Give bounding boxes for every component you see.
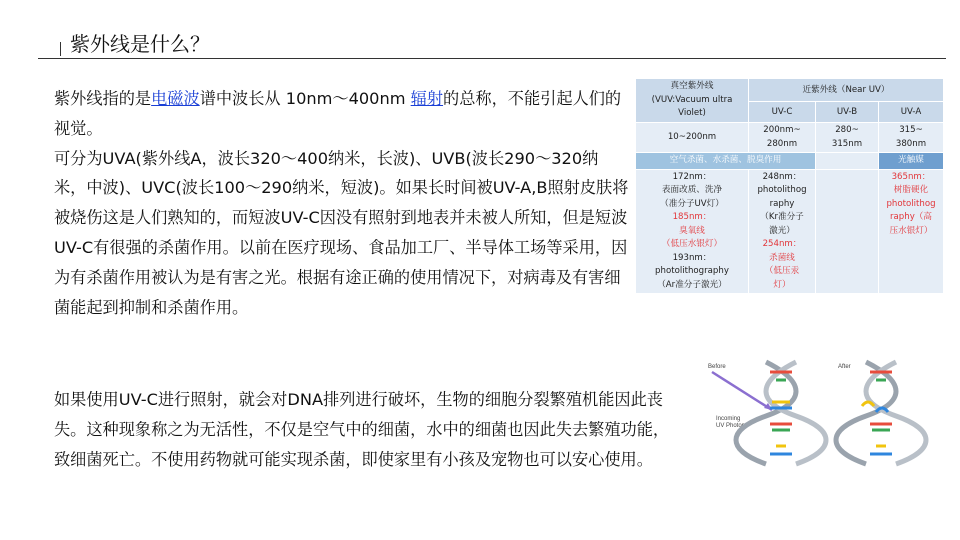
uvc-detail-line: 杀菌线: [769, 252, 795, 263]
uva-use: 光触媒: [879, 153, 944, 170]
uvc-header: UV-C: [749, 102, 816, 123]
vuv-detail-line: photolithography: [655, 266, 729, 276]
dna-before-helix: [736, 362, 826, 464]
vuv-detail-line: 185nm：: [672, 212, 712, 222]
title-marker: [60, 42, 61, 56]
uva-detail-line: raphy（高: [890, 212, 932, 222]
intro-text-3: 的总称，不能引起人们的视觉。: [54, 89, 622, 138]
link-electromagnetic-wave[interactable]: 电磁波: [151, 89, 200, 108]
near-uv-header: 近紫外线（Near UV）: [749, 79, 944, 102]
link-radiation[interactable]: 辐射: [410, 89, 444, 108]
vuv-detail-line: 臭氧线: [679, 225, 705, 236]
uva-detail-line: 压水银灯）: [889, 225, 933, 236]
uva-header: UV-A: [879, 102, 944, 123]
uvc-detail-line: 248nm：: [762, 171, 802, 182]
intro-text-1: 紫外线指的是: [54, 89, 152, 108]
uva-detail-line: 365nm：: [891, 171, 931, 182]
vuv-range: 10~200nm: [636, 123, 749, 153]
uvc-range-line: 200nm~: [763, 125, 801, 135]
use-row: 空气杀菌、水杀菌、脱臭作用: [636, 153, 816, 170]
uv-classification-table: [635, 78, 944, 294]
vuv-detail-line: （Ar准分子激光）: [657, 279, 727, 290]
uvc-detail: [749, 169, 816, 294]
uvc-detail-line: photolithog: [757, 185, 807, 195]
vuv-header-cell: [636, 79, 749, 123]
uvc-range: [749, 123, 816, 153]
uvb-range-line: 280~: [835, 125, 859, 135]
dna-after-helix: [836, 362, 926, 464]
uvc-detail-line: （Kr准分子: [760, 212, 804, 222]
uva-range-line: 315~: [899, 125, 923, 135]
uva-detail-line: photolithog: [886, 198, 936, 209]
body-text: [54, 84, 629, 322]
vuv-detail-line: （低压水银灯）: [661, 239, 723, 249]
uvb-detail: [816, 169, 879, 294]
classification-paragraph: 可分为UVA(紫外线A，波长320～400纳米，长波)、UVB(波长290～320纳米，中波)、UVC(波长100～290纳米，短波)。如果长时间被UV-A,B照射皮肤将被烧伤这是人们熟知的，而短波UV-C因没有照射到地表并未被人所知，但是短波UV-C有很强的杀菌作用。以前在医疗现场、食品加工厂、半导体工场等采用，因为有杀菌作用被认为是有害之光。根据有途正确的使用情况下，对病毒及有害细菌能起到抑制和杀菌作用。: [54, 148, 629, 317]
vuv-header-line: (VUV:Vacuum ultra: [651, 94, 733, 105]
uvc-detail-line: （低压汞: [764, 266, 800, 276]
vuv-header-line: Violet): [678, 108, 706, 118]
uva-detail-line: 树脂硬化: [893, 185, 929, 195]
title-bar: [38, 30, 946, 59]
uvc-detail-line: 254nm：: [762, 239, 802, 249]
dna-paragraph: 如果使用UV-C进行照射，就会对DNA排列进行破坏，生物的细胞分裂繁殖机能因此丧失。这种现象称之为无活性，不仅是空气中的细菌，水中的细菌也因此失去繁殖功能，致细菌死亡。不使用药物就可能实现杀菌，即使家里有小孩及宠物也可以安心使用。: [54, 390, 670, 469]
vuv-detail-line: 表面改质、洗净: [661, 185, 723, 195]
before-label: Before: [708, 364, 726, 370]
after-label: After: [838, 364, 851, 370]
page-title: 紫外线是什么？: [70, 32, 210, 56]
intro-paragraph: [54, 84, 629, 144]
uvc-range-line: 280nm: [766, 138, 798, 149]
vuv-detail: [636, 169, 749, 294]
uvb-range: [816, 123, 879, 153]
vuv-header-line: 真空紫外线: [670, 81, 714, 91]
uvc-detail-line: 灯）: [773, 279, 791, 290]
photon-label-line2: UV Photon: [716, 423, 746, 429]
uva-range-line: 380nm: [895, 138, 927, 149]
dna-damage-illustration: [700, 358, 946, 468]
uva-detail: [879, 169, 944, 294]
vuv-detail-line: 172nm：: [672, 171, 712, 182]
uvc-detail-line: raphy: [769, 198, 795, 209]
vuv-detail-line: 193nm：: [672, 252, 712, 263]
uvb-use: [816, 153, 879, 170]
uvb-header: UV-B: [816, 102, 879, 123]
vuv-detail-line: （准分子UV灯）: [660, 198, 724, 209]
uvc-detail-line: 激光）: [769, 225, 795, 236]
uva-range: [879, 123, 944, 153]
photon-label-line1: Incoming: [716, 416, 741, 422]
uvb-range-line: 315nm: [831, 138, 863, 149]
uv-photon-arrow: [712, 372, 772, 410]
intro-text-2: 谱中波长从 10nm～400nm: [199, 89, 411, 108]
